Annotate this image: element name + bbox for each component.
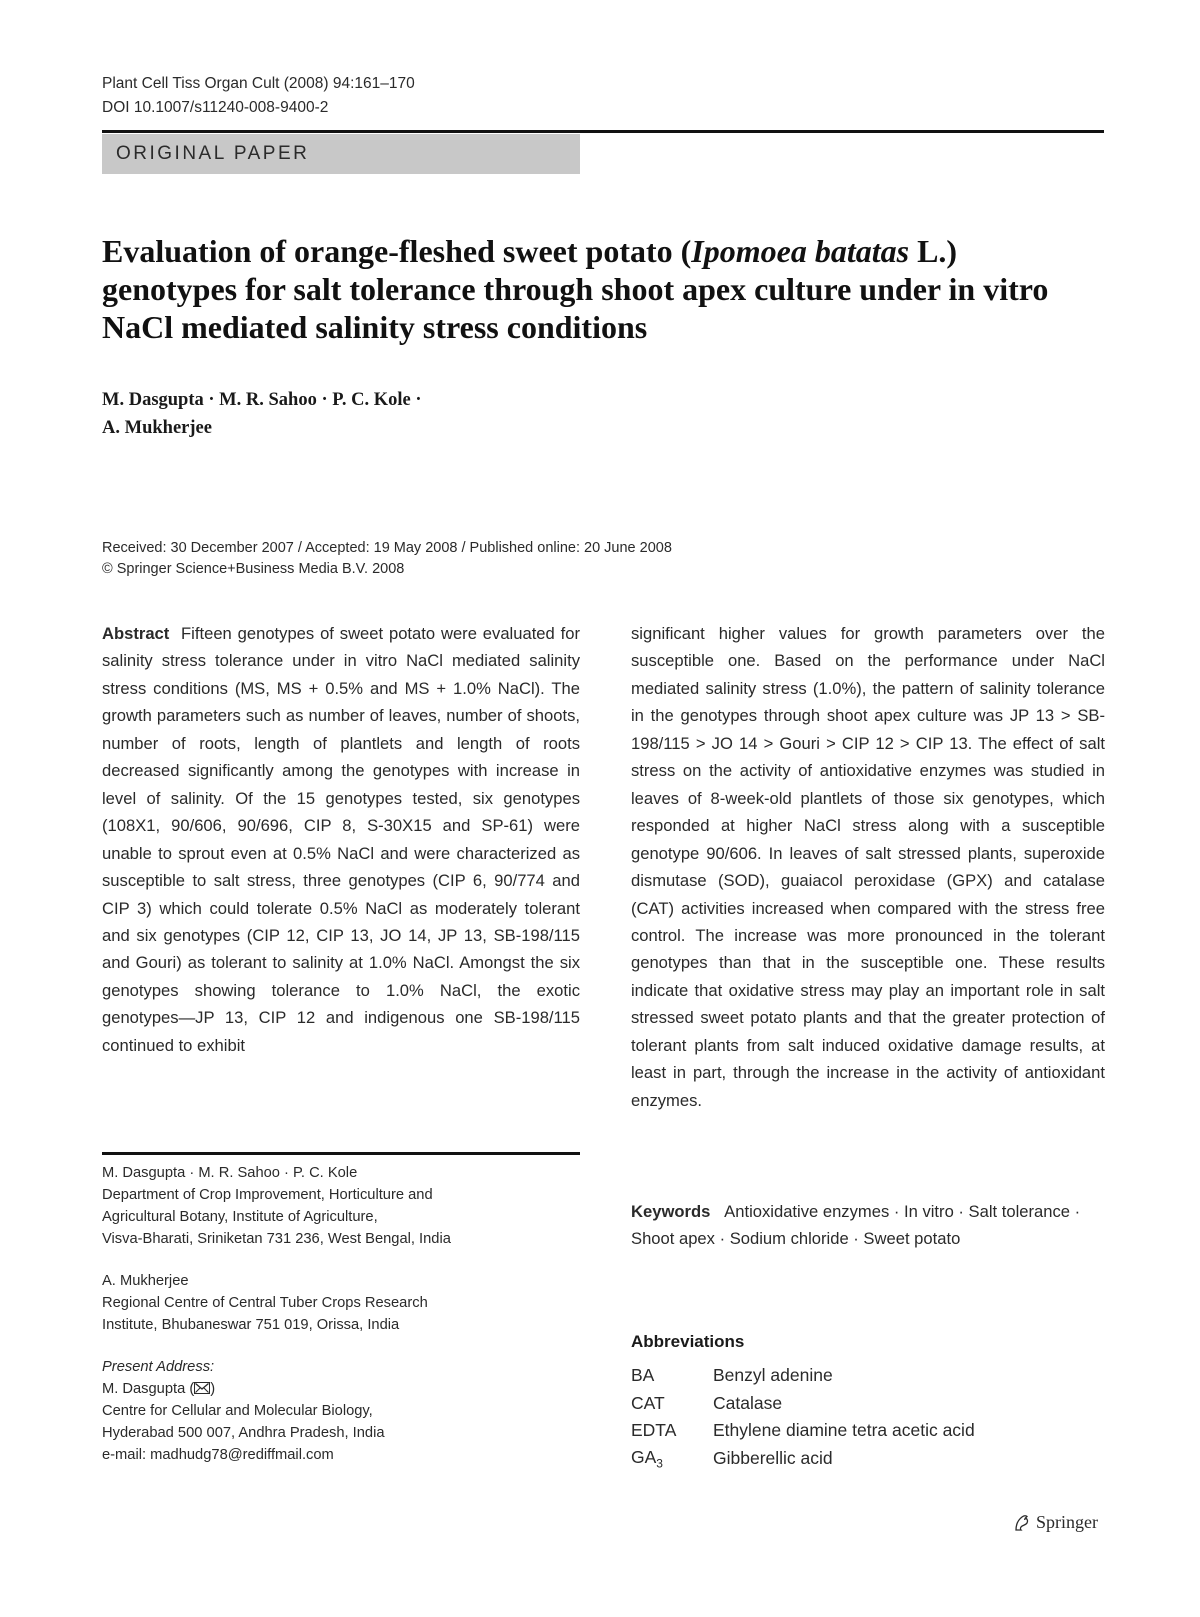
journal-header [102,72,415,120]
abbreviation-term: BA [631,1365,655,1386]
affiliation-line: Visva-Bharati, Sriniketan 731 236, West Bengal, India [102,1231,451,1247]
abbreviation-row [631,1445,975,1473]
article-title [102,232,1062,346]
abbreviation-definition: Ethylene diamine tetra acetic acid [713,1420,975,1441]
abbreviation-row [631,1390,975,1418]
doi: DOI 10.1007/s11240-008-9400-2 [102,99,329,116]
email-address: e-mail: madhudg78@rediffmail.com [102,1447,334,1463]
author-list [102,386,602,442]
affiliation-group-1 [102,1162,580,1250]
abbreviation-term: EDTA [631,1420,677,1441]
publication-history [102,538,862,580]
journal-citation: Plant Cell Tiss Organ Cult (2008) 94:161–170 [102,75,415,92]
abstract-label: Abstract [102,624,170,643]
abstract-text-left: Fifteen genotypes of sweet potato were evaluated for salinity stress tolerance under in vitro NaCl mediated salinity stress conditions (MS, MS + 0.5% and MS + 1.0% NaCl). The growth parameters such as number of leaves, number of shoots, number of roots, length of plantlets and length of roots decreased significantly among the genotypes with increase in level of salinity. Of the 15 genotypes tested, six genotypes (108X1, 90/606, 90/696, CIP 8, S-30X15 and SP-61) were unable to sprout even at 0.5% NaCl and were characterized as susceptible to salt stress, three genotypes (CIP 6, 90/774 and CIP 3) which could tolerate 0.5% NaCl as moderately tolerant and six genotypes (CIP 12, CIP 13, JO 14, JP 13, SB-198/115 and Gouri) as tolerant to salinity at 1.0% NaCl. Amongst the six genotypes showing tolerance to 1.0% NaCl, the exotic genotypes—JP 13, CIP 12 and indigenous one SB-198/115 continued to exhibit [102,624,580,1055]
header-rule [102,130,1104,133]
abbreviation-definition: Gibberellic acid [713,1447,833,1468]
subscript: 3 [656,1456,663,1470]
present-address-line: Hyderabad 500 007, Andhra Pradesh, India [102,1425,385,1441]
abbreviations-table [631,1362,975,1472]
paper-type-label: ORIGINAL PAPER [116,143,310,164]
abbreviations-heading: Abbreviations [631,1332,745,1351]
present-address-line: Centre for Cellular and Molecular Biology, [102,1403,373,1419]
abbreviation-definition: Benzyl adenine [713,1365,833,1386]
abbreviation-row [631,1417,975,1445]
publisher-footer [1012,1512,1098,1533]
abstract-left-column [102,620,580,1059]
present-address-label: Present Address: [102,1359,215,1375]
publisher-name: Springer [1036,1512,1098,1532]
envelope-icon [194,1382,210,1394]
affiliation-name: A. Mukherjee [102,1273,189,1289]
abbreviation-term: $GA_3$ [631,1446,663,1470]
authors-line-2: A. Mukherjee [102,418,212,438]
title-part-1: Evaluation of orange-fleshed sweet potato ( [102,233,692,269]
abbreviation-row [631,1362,975,1390]
affiliation-line: Department of Crop Improvement, Horticulture and [102,1187,433,1203]
present-address [102,1356,580,1466]
abbreviation-definition: Catalase [713,1392,783,1413]
affiliation-names: M. Dasgupta · M. R. Sahoo · P. C. Kole [102,1165,358,1181]
footnote-rule [102,1152,580,1155]
keywords [631,1198,1105,1253]
title-species: Ipomoea batatas [691,233,910,269]
abstract-text-right: significant higher values for growth parameters over the susceptible one. Based on the performance under NaCl mediated salinity stress (1.0%), the pattern of salinity tolerance in the genotypes through shoot apex culture was JP 13 > SB-198/115 > JO 14 > Gouri > CIP 12 > CIP 13. The effect of salt stress on the activity of antioxidative enzymes was studied in leaves of 8-week-old plantlets of those six genotypes, which responded at higher NaCl stress along with a susceptible genotype 90/606. In leaves of salt stressed plants, superoxide dismutase (SOD), guaiacol peroxidase (GPX) and catalase (CAT) activities increased when compared with the stress free control. The increase was more pronounced in the tolerant genotypes than that in the susceptible one. These results indicate that oxidative stress may play an important role in salt stressed sweet potato plants and that the greater protection of tolerant plants from salt induced oxidative damage results, at least in part, through the increase in the activity of antioxidant enzymes. [631,624,1105,1110]
authors-line-1: M. Dasgupta · M. R. Sahoo · P. C. Kole · [102,390,422,410]
paper-type-banner [102,134,580,174]
dates-line: Received: 30 December 2007 / Accepted: 19 May 2008 / Published online: 20 June 2008 [102,540,672,556]
affiliation-line: Agricultural Botany, Institute of Agriculture, [102,1209,378,1225]
affiliation-line: Institute, Bhubaneswar 751 019, Orissa, India [102,1317,400,1333]
keywords-label: Keywords [631,1202,711,1221]
abbreviation-term: CAT [631,1392,665,1413]
abstract-right-column [631,620,1105,1114]
keywords-text: Antioxidative enzymes · In vitro · Salt tolerance · Shoot apex · Sodium chloride · Sweet potato [631,1202,1081,1249]
affiliation-group-2 [102,1270,580,1336]
copyright-line: © Springer Science+Business Media B.V. 2008 [102,561,405,577]
title-part-2: L.) genotypes for salt tolerance through shoot apex culture under in vitro NaCl mediated salinity stress conditions [102,233,1049,345]
affiliation-line: Regional Centre of Central Tuber Crops Research [102,1295,428,1311]
springer-horse-icon [1012,1513,1032,1533]
corresponding-author: M. Dasgupta ( ) [102,1381,216,1397]
